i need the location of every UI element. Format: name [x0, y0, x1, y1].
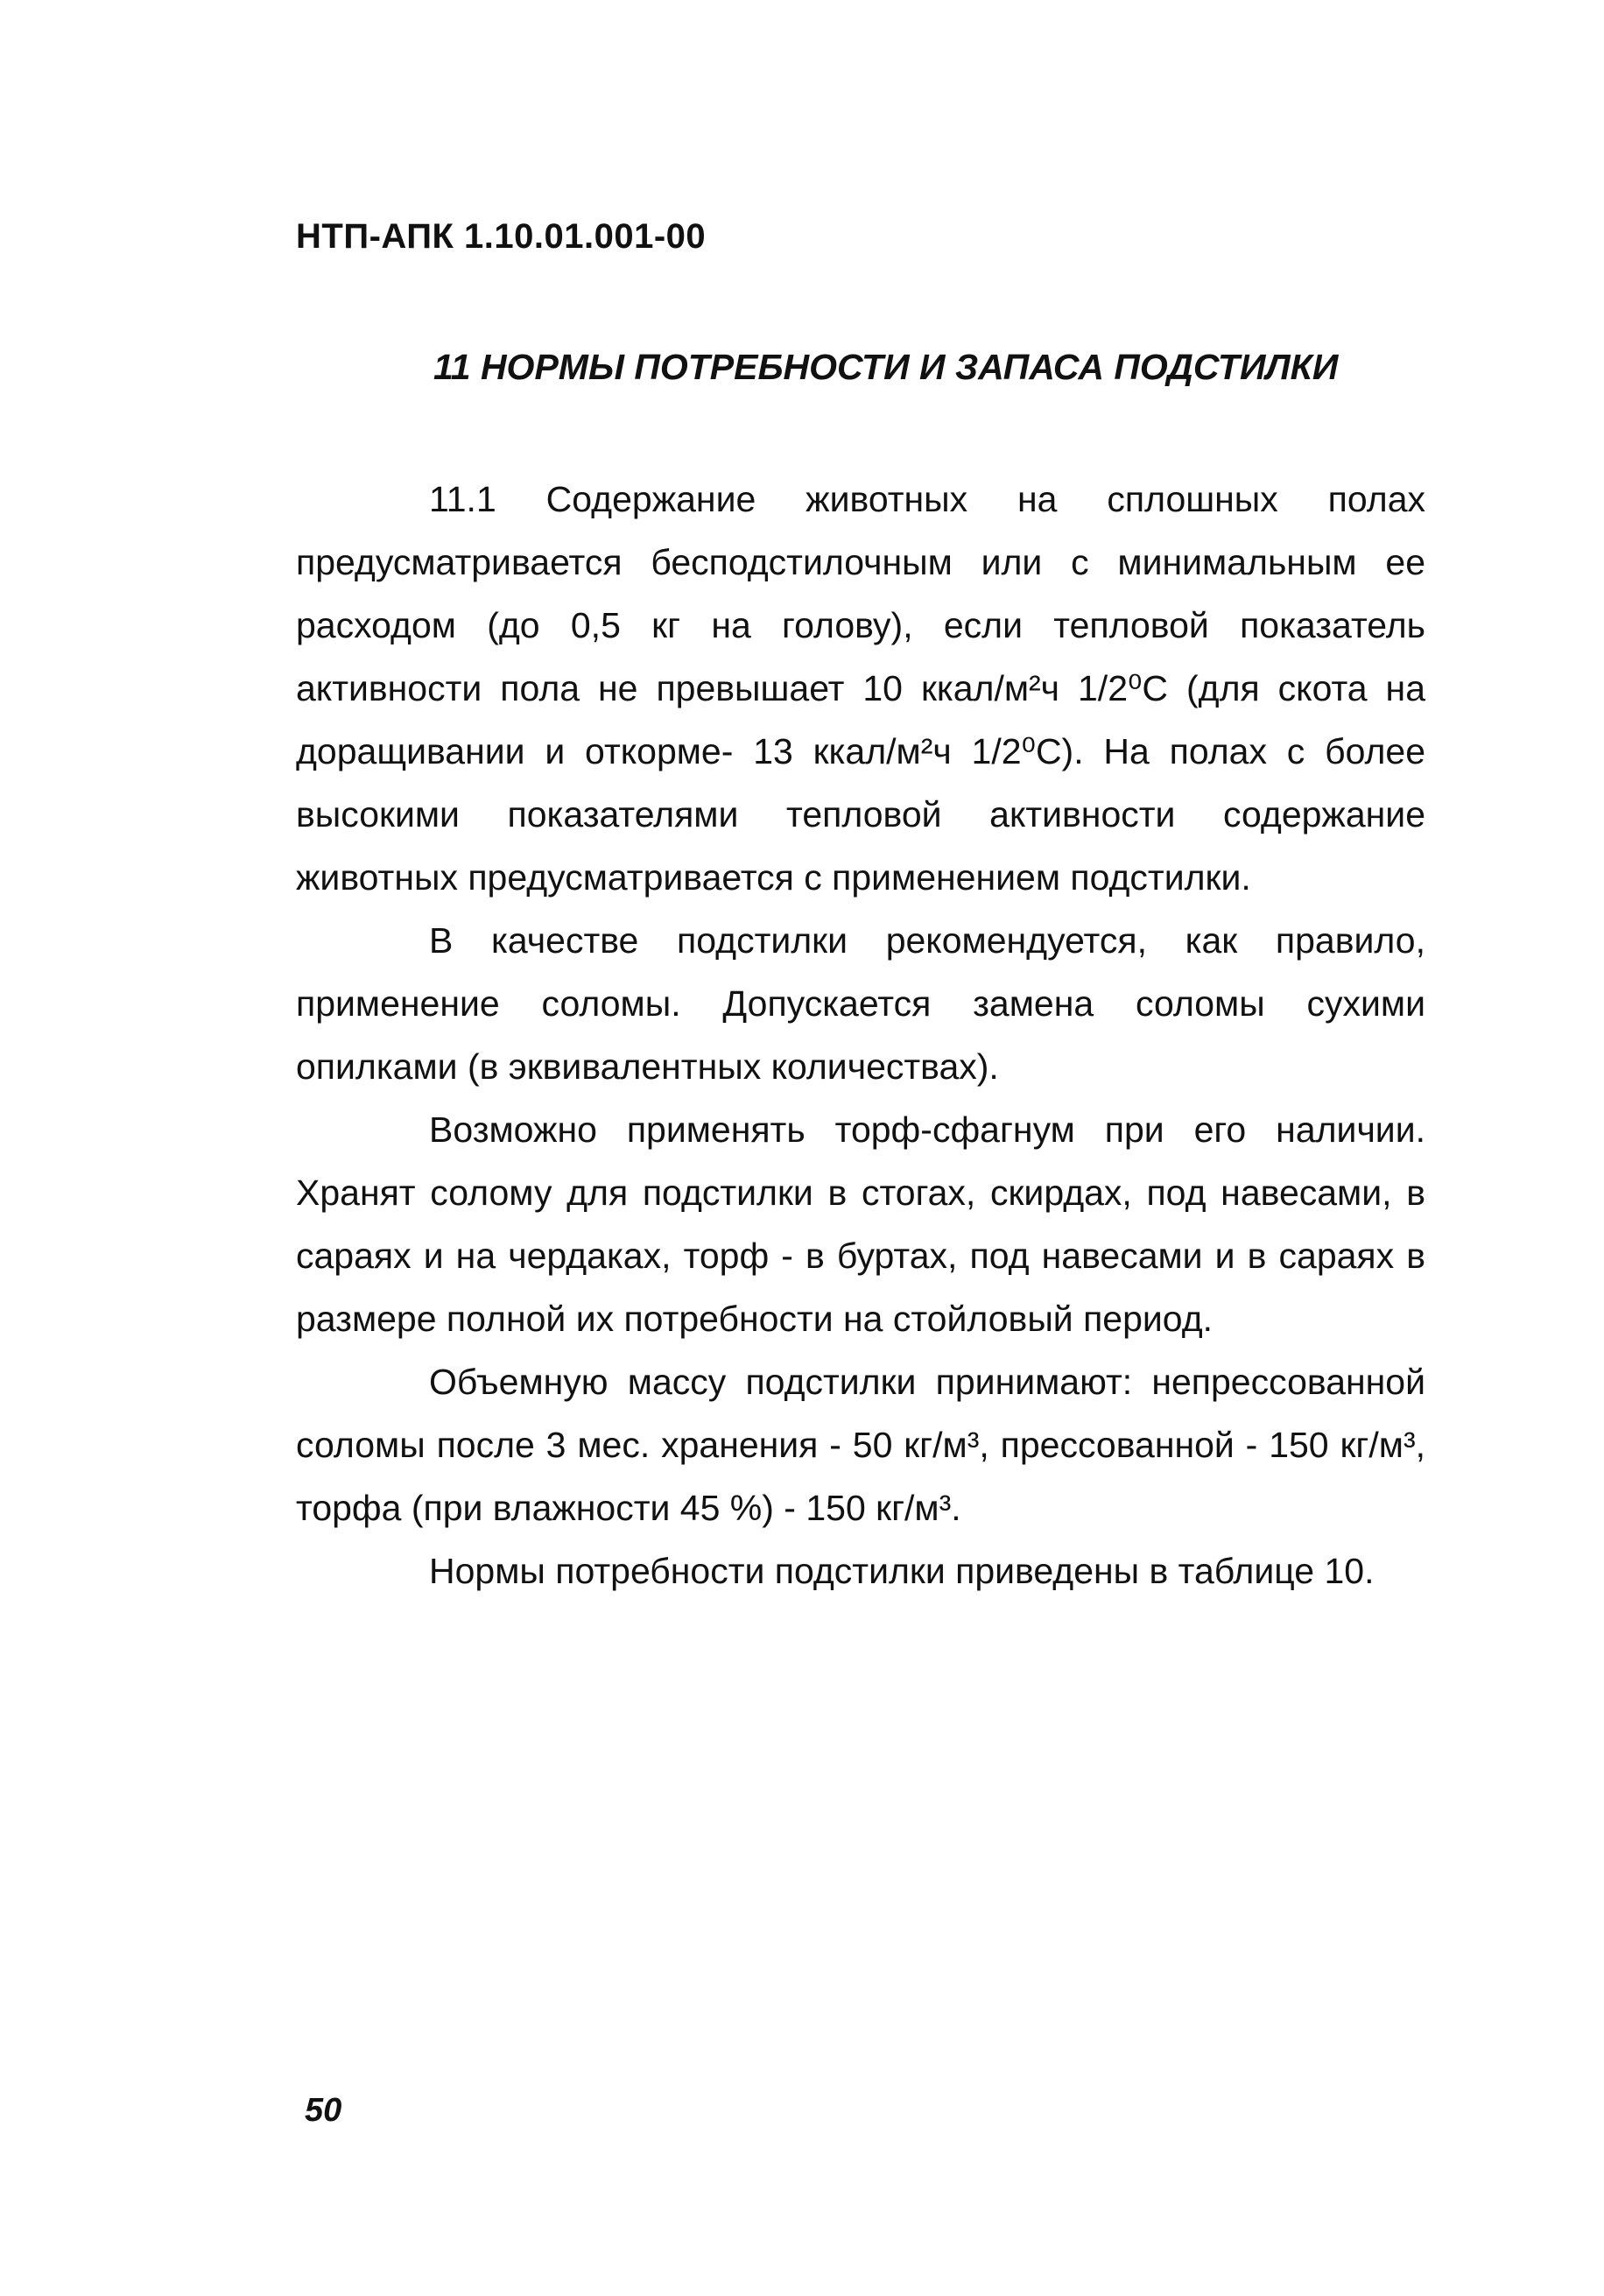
document-code: НТП-АПК 1.10.01.001-00: [296, 217, 707, 256]
paragraph-bedding-straw: В качестве подстилки рекомендуется, как правило, применение соломы. Допускается замена соломы сухими опилками (в эквивалентных количествах).: [296, 920, 1425, 1087]
paragraph-bulk-mass: Объемную массу подстилки принимают: непрессованной соломы после 3 мес. хранения - 50 кг/м³, прессованной - 150 кг/м³, торфа (при влажности 45 %) - 150 кг/м³.: [296, 1362, 1425, 1528]
section-title: 11 НОРМЫ ПОТРЕБНОСТИ И ЗАПАСА ПОДСТИЛКИ: [433, 347, 1339, 387]
paragraph-table-reference: Нормы потребности подстилки приведены в таблице 10.: [429, 1551, 1375, 1591]
body-text: [296, 468, 1425, 1602]
paragraph-peat-storage: Возможно применять торф-сфагнум при его наличии. Хранят солому для подстилки в стогах, скирдах, под навесами, в сараях и на чердаках, торф - в буртах, под навесами и в сараях в размере полной их потребности на стойловый период.: [296, 1109, 1425, 1339]
page-number: 50: [305, 2092, 342, 2129]
paragraph-11-1: 11.1 Содержание животных на сплошных полах предусматривается бесподстилочным или с минимальным ее расходом (до 0,5 кг на голову), если тепловой показатель активности пола не превышает 10 ккал/м²ч 1/2⁰С (для скота на доращивании и откорме- 13 ккал/м²ч 1/2⁰С). На полах с более высокими показателями тепловой активности содержание животных предусматривается с применением подстилки.: [296, 479, 1425, 898]
